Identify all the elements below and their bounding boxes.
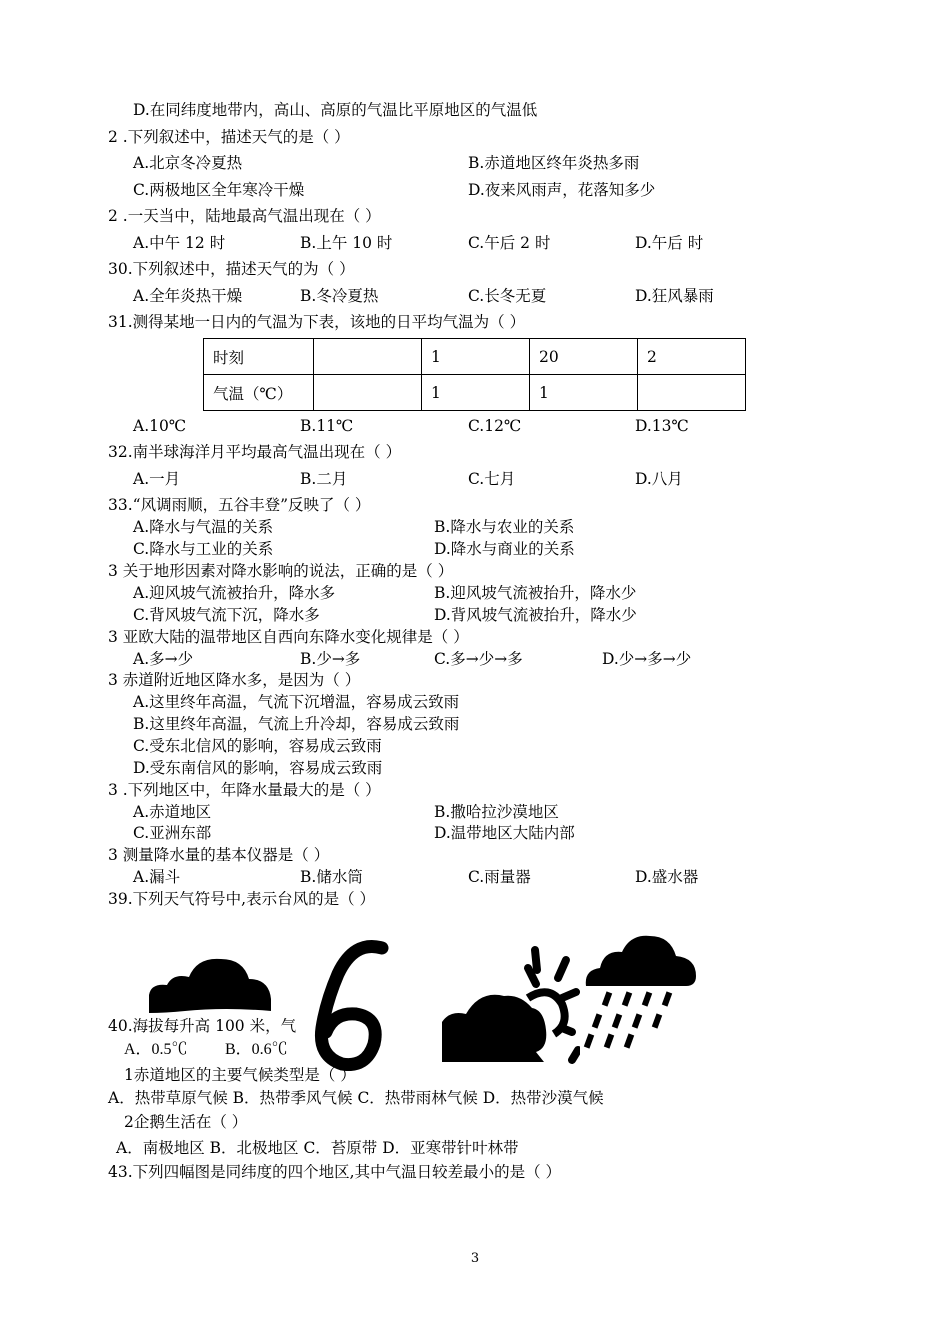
q37-option-a: A.赤道地区 [133, 803, 212, 821]
question-43: 43.下列四幅图是同纬度的四个地区,其中气温日较差最小的是（ ） [108, 1163, 562, 1181]
q35-option-d: D.少→多→少 [602, 650, 692, 668]
q28-option-c: C.两极地区全年寒冷干燥 [133, 181, 305, 199]
q35-option-c: C.多→少→多 [434, 650, 523, 668]
table-cell [314, 375, 422, 411]
q41-options: A．热带草原气候 B．热带季风气候 C．热带雨林气候 D．热带沙漠气候 [108, 1089, 604, 1107]
question-32: 32.南半球海洋月平均最高气温出现在（ ） [108, 443, 402, 461]
q34-option-b: B.迎风坡气流被抬升，降水少 [434, 584, 637, 602]
q31-option-a: A.10℃ [133, 417, 187, 435]
q31-option-b: B.11℃ [300, 417, 354, 435]
typhoon-icon [312, 936, 397, 1071]
question-37: 3 .下列地区中，年降水量最大的是（ ） [108, 781, 381, 799]
q38-option-a: A.漏斗 [133, 868, 181, 886]
question-36: 3 赤道附近地区降水多，是因为（ ） [108, 671, 361, 689]
q31-option-c: C.12℃ [468, 417, 522, 435]
q38-option-b: B.储水筒 [300, 868, 363, 886]
q33-option-a: A.降水与气温的关系 [133, 518, 274, 536]
q36-option-c: C.受东北信风的影响，容易成云致雨 [133, 737, 382, 755]
q29-option-d: D.午后 时 [635, 234, 704, 252]
q27-option-d: D.在同纬度地带内，高山、高原的气温比平原地区的气温低 [133, 101, 538, 119]
table-row [204, 339, 746, 375]
sun-behind-cloud-icon [440, 940, 580, 1070]
table-cell: 20 [530, 339, 638, 375]
q29-option-a: A.中午 12 时 [133, 234, 226, 252]
q28-option-a: A.北京冬冷夏热 [133, 154, 243, 172]
page-number: 3 [470, 1251, 480, 1266]
question-28: 2 .下列叙述中，描述天气的是（ ） [108, 128, 350, 146]
question-31: 31.测得某地一日内的气温为下表，该地的日平均气温为（ ） [108, 313, 526, 331]
q32-option-a: A.一月 [133, 470, 181, 488]
q28-option-b: B.赤道地区终年炎热多雨 [468, 154, 640, 172]
table-cell [638, 375, 746, 411]
q35-option-b: B.少→多 [300, 650, 361, 668]
cloudy-icon [145, 955, 275, 1017]
q30-option-a: A.全年炎热干燥 [133, 287, 243, 305]
q32-option-c: C.七月 [468, 470, 516, 488]
question-34: 3 关于地形因素对降水影响的说法，正确的是（ ） [108, 562, 454, 580]
q37-option-b: B.撒哈拉沙漠地区 [434, 803, 559, 821]
q36-option-a: A.这里终年高温，气流下沉增温，容易成云致雨 [133, 693, 460, 711]
question-29: 2 .一天当中，陆地最高气温出现在（ ） [108, 207, 381, 225]
question-40: 40.海拔每升高 100 米，气 [108, 1017, 297, 1035]
q29-option-b: B.上午 10 时 [300, 234, 393, 252]
question-35: 3 亚欧大陆的温带地区自西向东降水变化规律是（ ） [108, 628, 469, 646]
q42-options: A．南极地区 B．北极地区 C．苔原带 D．亚寒带针叶林带 [116, 1139, 519, 1157]
table-cell: 气温（℃） [204, 375, 314, 411]
q34-option-d: D.背风坡气流被抬升，降水少 [434, 606, 637, 624]
table-cell: 1 [422, 375, 530, 411]
rain-cloud-icon [580, 930, 700, 1055]
q29-option-c: C.午后 2 时 [468, 234, 551, 252]
temperature-table [203, 338, 746, 411]
q33-option-b: B.降水与农业的关系 [434, 518, 575, 536]
q33-option-d: D.降水与商业的关系 [434, 540, 575, 558]
q32-option-d: D.八月 [635, 470, 683, 488]
question-39: 39.下列天气符号中,表示台风的是（ ） [108, 890, 376, 908]
q37-option-c: C.亚洲东部 [133, 824, 212, 842]
q37-option-d: D.温带地区大陆内部 [434, 824, 575, 842]
q33-option-c: C.降水与工业的关系 [133, 540, 274, 558]
q30-option-d: D.狂风暴雨 [635, 287, 714, 305]
table-cell [314, 339, 422, 375]
q30-option-c: C.长冬无夏 [468, 287, 547, 305]
q30-option-b: B.冬冷夏热 [300, 287, 379, 305]
question-30: 30.下列叙述中，描述天气的为（ ） [108, 260, 355, 278]
q35-option-a: A.多→少 [133, 650, 194, 668]
q28-option-d: D.夜来风雨声，花落知多少 [468, 181, 656, 199]
q40-option-b: B．0.6℃ [225, 1041, 288, 1058]
table-cell: 2 [638, 339, 746, 375]
table-cell: 时刻 [204, 339, 314, 375]
question-41: 1赤道地区的主要气候类型是（ ） [124, 1066, 356, 1084]
question-38: 3 测量降水量的基本仪器是（ ） [108, 846, 330, 864]
table-row [204, 375, 746, 411]
q31-option-d: D.13℃ [635, 417, 689, 435]
table-cell: 1 [530, 375, 638, 411]
question-33: 33.“风调雨顺，五谷丰登”反映了（ ） [108, 496, 371, 514]
q40-option-a: A．0.5℃ [124, 1041, 188, 1058]
q36-option-b: B.这里终年高温，气流上升冷却，容易成云致雨 [133, 715, 460, 733]
question-42: 2企鹅生活在（ ） [124, 1113, 248, 1131]
q32-option-b: B.二月 [300, 470, 348, 488]
q34-option-a: A.迎风坡气流被抬升，降水多 [133, 584, 336, 602]
table-cell: 1 [422, 339, 530, 375]
q36-option-d: D.受东南信风的影响，容易成云致雨 [133, 759, 383, 777]
q38-option-c: C.雨量器 [468, 868, 531, 886]
q38-option-d: D.盛水器 [635, 868, 699, 886]
q34-option-c: C.背风坡气流下沉，降水多 [133, 606, 320, 624]
